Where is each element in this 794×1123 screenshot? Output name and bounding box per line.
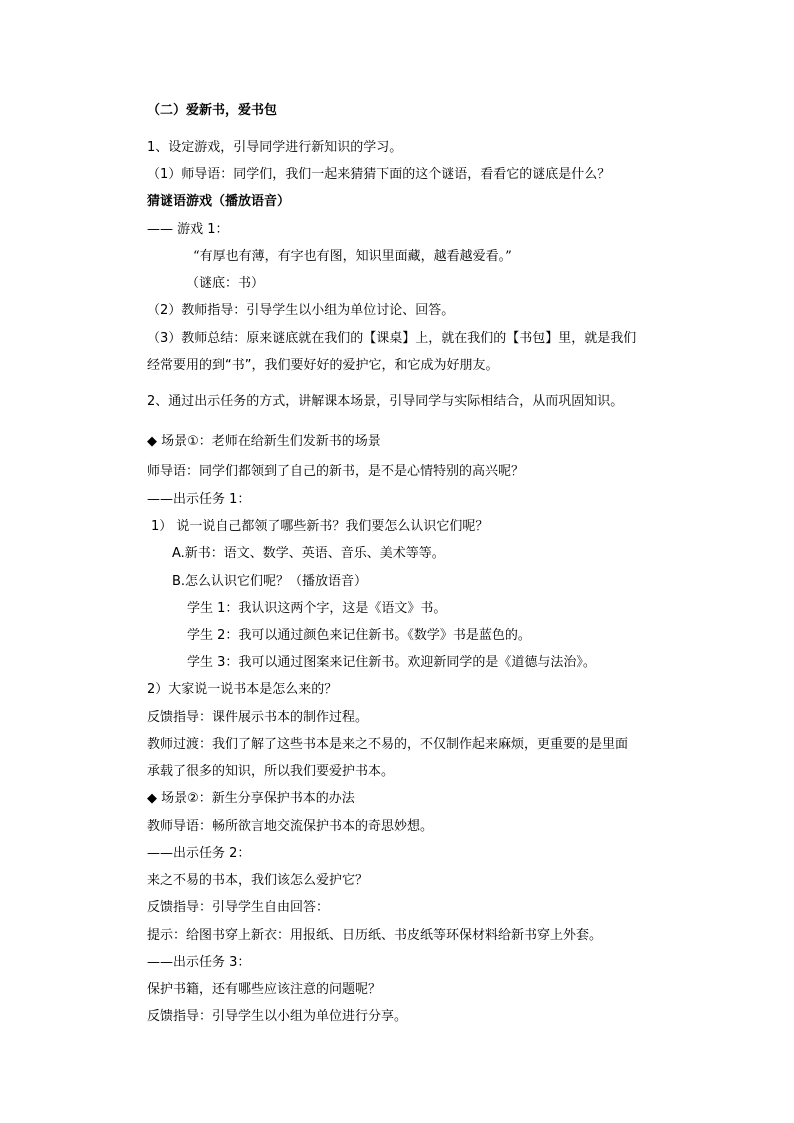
student-answer: 学生 2：我可以通过颜色来记住新书。《数学》书是蓝色的。: [187, 628, 531, 643]
paragraph-line: 承载了很多的知识，所以我们要爱护书本。: [147, 764, 395, 779]
paragraph-line: 提示：给图书穿上新衣：用报纸、日历纸、书皮纸等环保材料给新书穿上外套。: [147, 928, 603, 943]
task-heading: ——出示任务 3：: [147, 955, 251, 970]
paragraph-line: 教师导语：畅所欲言地交流保护书本的奇思妙想。: [147, 819, 434, 834]
student-answer: 学生 1：我认识这两个字，这是《语文》书。: [187, 601, 447, 616]
scene-heading: ◆ 场景①：老师在给新生们发新书的场景: [147, 434, 381, 449]
section-heading: （二）爱新书，爱书包: [147, 103, 278, 118]
paragraph-line: 来之不易的书本，我们该怎么爱护它？: [147, 873, 369, 888]
paragraph-line: 1、设定游戏，引导同学进行新知识的学习。: [147, 140, 403, 155]
paragraph-line: 1） 说一说自己都领了哪些新书？我们要怎么认识它们呢？: [151, 519, 489, 534]
paragraph-line: 反馈指导：引导学生以小组为单位进行分享。: [147, 1009, 408, 1024]
scene-heading: ◆ 场景②：新生分享保护书本的办法: [147, 791, 355, 806]
paragraph-line: 师导语：同学们都领到了自己的新书，是不是心情特别的高兴呢？: [147, 464, 525, 479]
paragraph-line: 教师过渡：我们了解了这些书本是来之不易的，不仅制作起来麻烦，更重要的是里面: [147, 737, 629, 752]
list-item: A.新书：语文、数学、英语、音乐、美术等等。: [172, 546, 445, 561]
list-item: B.怎么认识它们呢？（播放语音）: [172, 574, 368, 589]
task-heading: ——出示任务 1：: [147, 492, 251, 507]
riddle-text: “有厚也有薄，有字也有图，知识里面藏，越看越爱看。”: [193, 249, 512, 264]
paragraph-line: 2）大家说一说书本是怎么来的？: [147, 682, 338, 697]
subheading: 猜谜语游戏（播放语音）: [147, 194, 291, 209]
paragraph-line: （3）教师总结：原来谜底就在我们的【课桌】上，就在我们的【书包】里，就是我们: [147, 331, 637, 346]
task-heading: ——出示任务 2：: [147, 846, 251, 861]
paragraph-line: （1）师导语：同学们，我们一起来猜猜下面的这个谜语，看看它的谜底是什么？: [147, 167, 611, 182]
riddle-answer: （谜底：书）: [186, 276, 265, 291]
paragraph-line: 经常要用的到“书”，我们要好好的爱护它，和它成为好朋友。: [147, 358, 499, 373]
paragraph-line: 2、通过出示任务的方式，讲解课本场景，引导同学与实际相结合，从而巩固知识。: [147, 394, 624, 409]
paragraph-line: 反馈指导：引导学生自由回答：: [147, 900, 330, 915]
student-answer: 学生 3：我可以通过图案来记住新书。欢迎新同学的是《道德与法治》。: [187, 655, 596, 670]
paragraph-line: 保护书籍，还有哪些应该注意的问题呢？: [147, 982, 382, 997]
paragraph-line: —— 游戏 1：: [147, 222, 229, 237]
paragraph-line: （2）教师指导：引导学生以小组为单位讨论、回答。: [147, 303, 455, 318]
paragraph-line: 反馈指导：课件展示书本的制作过程。: [147, 710, 369, 725]
